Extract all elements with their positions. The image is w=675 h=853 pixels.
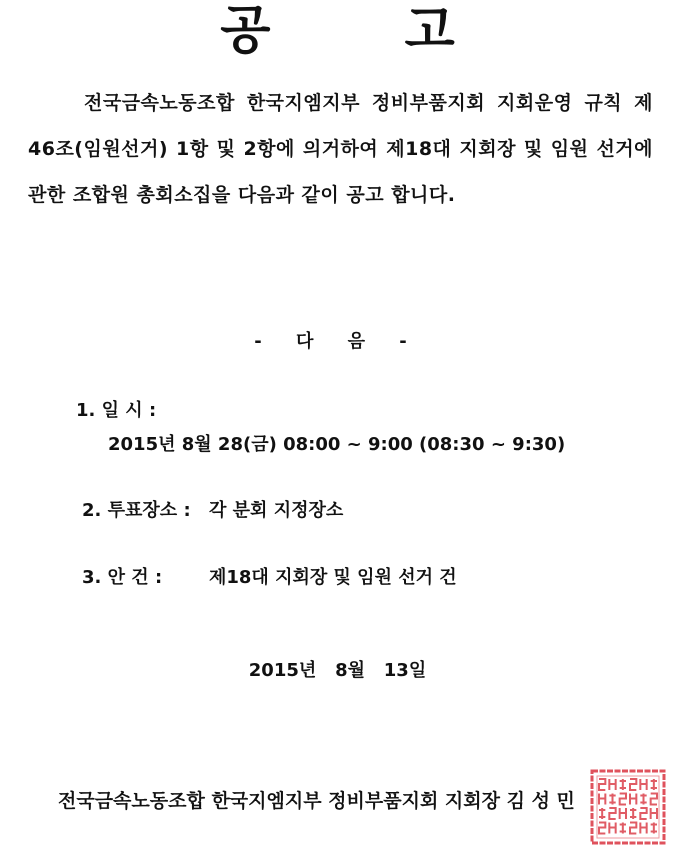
document-title: 공 고 — [220, 1, 513, 61]
seal-glyph-stroke — [630, 794, 636, 805]
seal-glyph-stroke — [599, 823, 605, 834]
intro-paragraph: 전국금속노동조합 한국지엠지부 정비부품지회 지회운영 규칙 제46조(임원선거) 1항 및 2항에 의거하여 제18대 지회장 및 임원 선거에 관한 조합원 총회소집을 다음과 같이 공고 합니다. — [28, 92, 653, 206]
signature-line: 전국금속노동조합 한국지엠지부 정비부품지회 지회장 김 성 민 — [58, 790, 575, 812]
seal-glyph-stroke — [651, 779, 657, 790]
seal-glyph-stroke — [620, 808, 626, 819]
item-agenda-value: 제18대 지회장 및 임원 선거 건 — [209, 567, 457, 588]
seal-glyph-stroke — [609, 823, 615, 834]
seal-glyph-stroke — [620, 794, 626, 805]
seal-glyph-stroke — [640, 808, 646, 819]
item-agenda-label: 3. 안 건 : — [82, 567, 163, 588]
seal-glyph-stroke — [630, 808, 636, 819]
seal-glyph-stroke — [620, 823, 626, 834]
seal-glyph-stroke — [620, 779, 626, 790]
seal-glyph-stroke — [651, 794, 657, 805]
item-schedule-value: 2015년 8월 28(금) 08:00 ~ 9:00 (08:30 ~ 9:30) — [108, 434, 566, 455]
seal-glyph-stroke — [630, 779, 636, 790]
seal-glyph-stroke — [609, 808, 615, 819]
announcement-date: 2015년 8월 13일 — [248, 660, 427, 681]
item-venue-label: 2. 투표장소 : — [82, 500, 191, 521]
seal-glyph-stroke — [651, 808, 657, 819]
item-schedule-label: 1. 일 시 : — [76, 400, 157, 421]
seal-glyph-stroke — [640, 823, 646, 834]
seal-glyph-stroke — [599, 794, 605, 805]
seal-glyph-stroke — [640, 779, 646, 790]
seal-glyph-stroke — [609, 794, 615, 805]
seal-glyph-stroke — [651, 823, 657, 834]
seal-glyph-stroke — [609, 779, 615, 790]
section-heading: - 다 음 - — [254, 331, 421, 352]
seal-glyph-stroke — [630, 823, 636, 834]
seal-glyph-stroke — [599, 779, 605, 790]
item-venue-value: 각 분회 지정장소 — [209, 500, 344, 521]
seal-glyph-stroke — [599, 808, 605, 819]
seal-glyph-stroke — [640, 794, 646, 805]
official-seal-stamp — [590, 769, 666, 845]
